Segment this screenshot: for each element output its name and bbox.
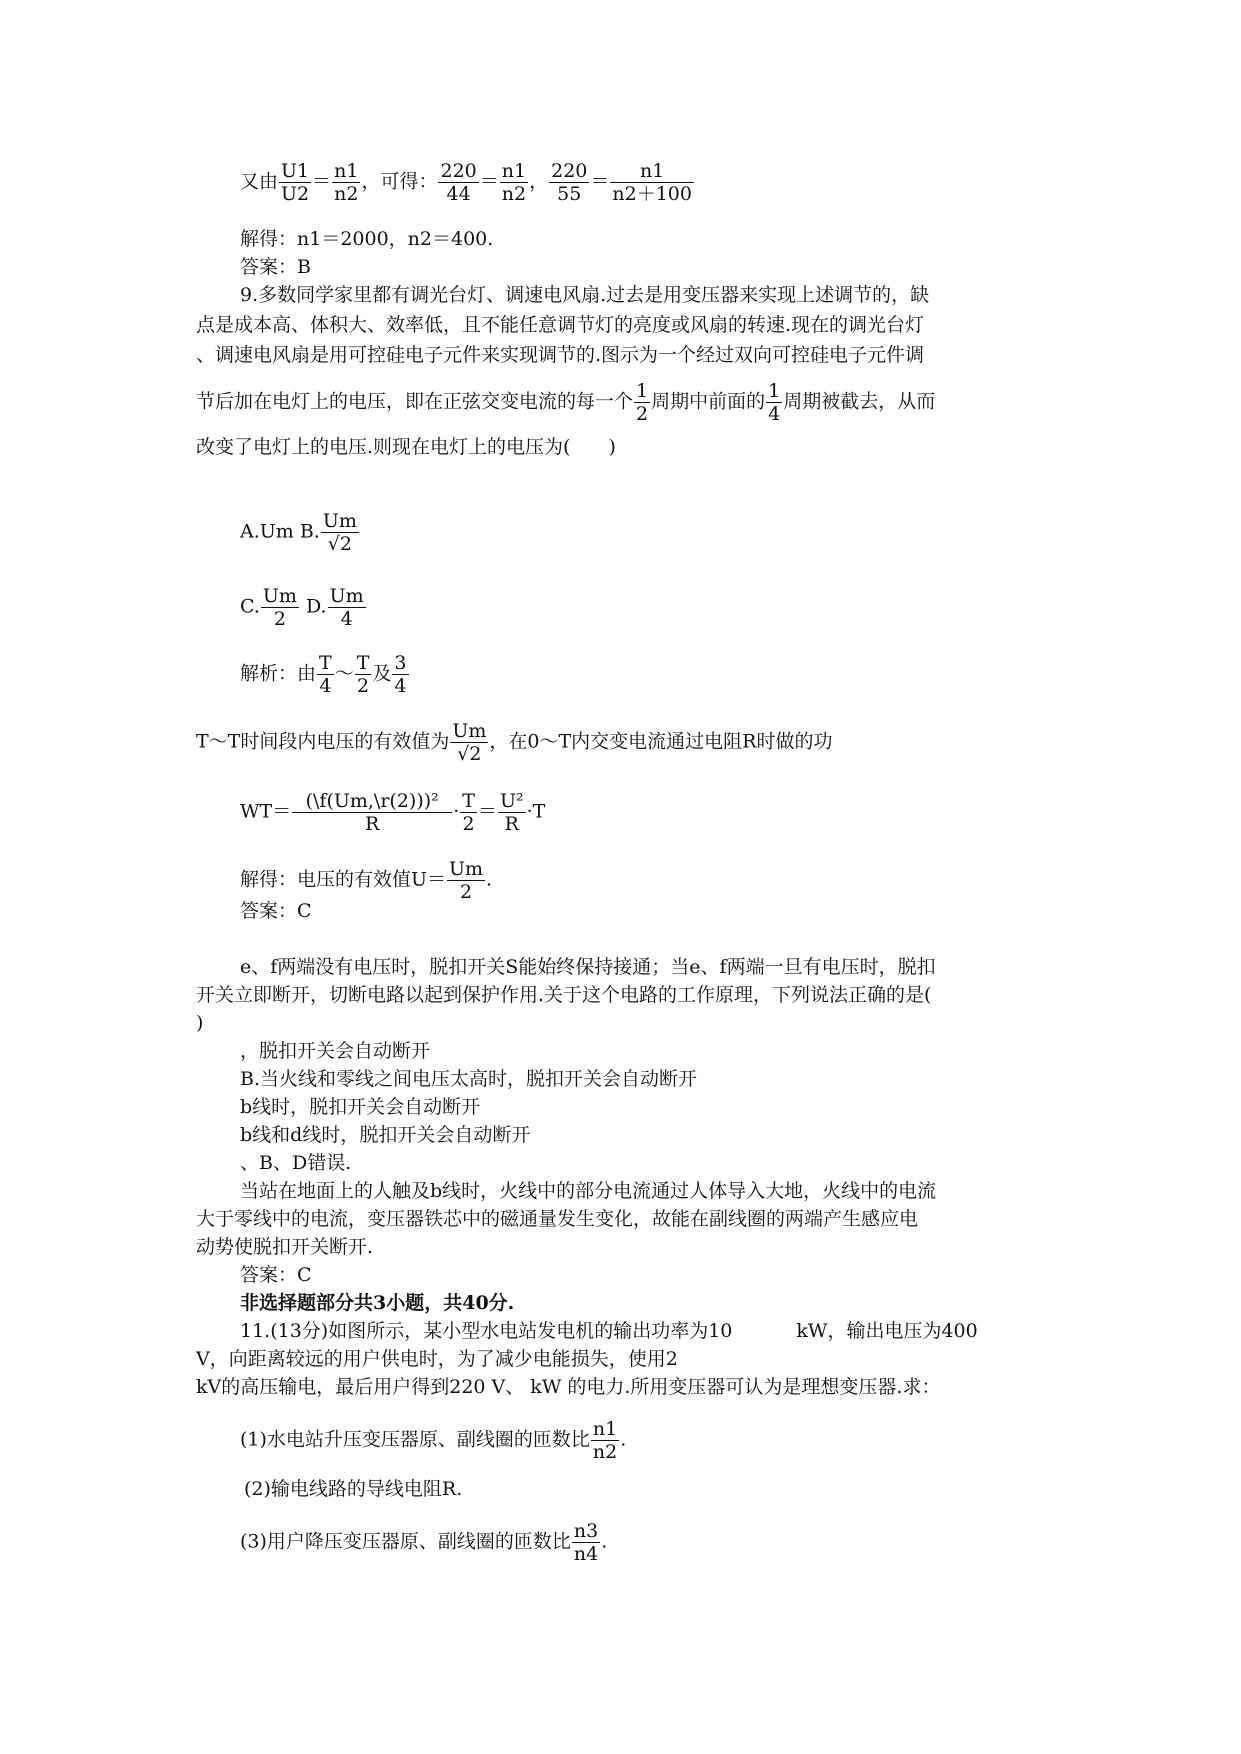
q9-stem-line-4: 节后加在电灯上的电压，即在正弦交变电流的每一个 $\frac{1}{2}$ 周期中前面的 $\frac{1}{4}$ 周期被截去，从而 (196, 380, 936, 425)
q10-analysis-1: 、B、D错误. (240, 1152, 352, 1174)
q9-quarter-fraction: $\frac{1}{4}$ (768, 380, 781, 425)
q8-fraction-n-plus: $\frac{n1}{n2+100}$ (612, 160, 692, 205)
q9-options-cd: C. $\frac{Um}{2}$ D. $\frac{Um}{4}$ (240, 585, 364, 630)
q11-line-3: kV的高压输电，最后用户得到220 V、 kW 的电力.所用变压器可认为是理想变压器.求： (196, 1376, 941, 1398)
q9-solution-fraction: $\frac{Um}{2}$ (449, 858, 484, 903)
q10-line-2: 开关立即断开，切断电路以起到保护作用.关于这个电路的工作原理，下列说法正确的是( (196, 984, 932, 1006)
q9-option-a: A.Um (240, 520, 294, 543)
q8-answer: 答案：B (240, 256, 311, 278)
q8-fraction-n: $\frac{n1}{n2}$ (334, 160, 359, 205)
q9-options-ab: A.Um B. $\frac{Um}{√2}$ (240, 510, 357, 555)
q9-work-main-fraction: $\frac{\text{(\textbackslash{}f(Um,\textbackslash{}r(2)))²}}{R}$ (292, 790, 452, 835)
q11-part-1: (1)水电站升压变压器原、副线圈的匝数比 $\frac{n1}{n2}$ . (240, 1418, 627, 1463)
q10-line-1: e、f两端没有电压时，脱扣开关S能始终保持接通；当e、f两端一旦有电压时，脱扣 (240, 956, 936, 978)
q9-t4-fraction: $\frac{T}{4}$ (319, 652, 332, 697)
q10-answer: 答案：C (240, 1264, 312, 1286)
q8-solution: 解得：n1＝2000，n2＝400. (240, 228, 494, 250)
q9-solution: 解得：电压的有效值U＝ $\frac{Um}{2}$ . (240, 858, 493, 903)
q10-analysis-4: 动势使脱扣开关断开. (196, 1236, 374, 1258)
q10-option-d: b线和d线时，脱扣开关会自动断开 (240, 1124, 531, 1146)
q10-option-b: B.当火线和零线之间电压太高时，脱扣开关会自动断开 (240, 1068, 698, 1090)
q9-option-c-fraction: $\frac{Um}{2}$ (262, 585, 297, 630)
q9-option-d-fraction: $\frac{Um}{4}$ (329, 585, 364, 630)
section-title: 非选择题部分共3小题，共40分. (240, 1292, 515, 1314)
q9-stem-line-1: 9.多数同学家里都有调光台灯、调速电风扇.过去是用变压器来实现上述调节的，缺 (240, 284, 930, 306)
q10-option-a: ，脱扣开关会自动断开 (240, 1040, 431, 1062)
q8-fraction-220-55: $\frac{220}{55}$ (551, 160, 588, 205)
q9-t2-fraction: $\frac{T}{2}$ (356, 652, 370, 697)
q8-ratio-line: 又由 $\frac{U1}{U2}$ ＝ $\frac{n1}{n2}$ ，可得： $\frac{220}{44}$ ＝ $\frac{n1}{n2}$ ， $\frac{220}{55}$ ＝ $\frac{n1}{n2+100}$ (240, 160, 692, 205)
q9-work-u-fraction: $\frac{\text{U²}}{R}$ (499, 790, 524, 835)
q8-fraction-n-2: $\frac{n1}{n2}$ (501, 160, 527, 205)
q9-work-t-fraction: $\frac{T}{2}$ (462, 790, 475, 835)
q11-part-2: (2)输电线路的导线电阻R. (244, 1478, 463, 1500)
q10-line-3: ) (196, 1012, 204, 1034)
q9-stem-line-2: 点是成本高、体积大、效率低，且不能任意调节灯的亮度或风扇的转速.现在的调光台灯 (196, 314, 925, 336)
q9-half-fraction: $\frac{1}{2}$ (636, 380, 649, 425)
q9-answer: 答案：C (240, 900, 312, 922)
q9-analysis-start: 解析：由 $\frac{T}{4}$ ～ $\frac{T}{2}$ 及 $\frac{3}{4}$ (240, 652, 407, 697)
q11-line-2: V，向距离较远的用户供电时，为了减少电能损失，使用2 (196, 1348, 678, 1370)
q10-analysis-2: 当站在地面上的人触及b线时，火线中的部分电流通过人体导入大地，火线中的电流 (240, 1180, 937, 1202)
q9-effective-line: T～T时间段内电压的有效值为 $\frac{Um}{√2}$ ，在0～T内交变电流通过电阻R时做的功 (196, 720, 833, 765)
q9-stem-line-3: 、调速电风扇是用可控硅电子元件来实现调节的.图示为一个经过双向可控硅电子元件调 (196, 344, 925, 366)
q8-fraction-220-44: $\frac{220}{44}$ (440, 160, 477, 205)
q8-intro: 又由 (240, 170, 279, 193)
q9-effective-fraction: $\frac{Um}{√2}$ (452, 720, 487, 765)
q11-part-3-fraction: $\frac{n3}{n4}$ (573, 1520, 599, 1565)
q9-stem-line-5: 改变了电灯上的电压.则现在电灯上的电压为( ) (196, 436, 616, 458)
q9-34-fraction: $\frac{3}{4}$ (394, 652, 407, 697)
q9-option-b-fraction: $\frac{Um}{√2}$ (322, 510, 357, 555)
q8-fraction-u: $\frac{U1}{U2}$ (281, 160, 310, 205)
q11-part-3: (3)用户降压变压器原、副线圈的匝数比 $\frac{n3}{n4}$ . (240, 1520, 608, 1565)
q9-work-formula: WT＝ $\frac{\text{(\textbackslash{}f(Um,\textbackslash{}r(2)))²}}{R}$ · $\frac{T}{2}$ ＝ $\frac{\text{U²}}{R}$ ·T (240, 790, 546, 835)
q11-line-1: 11.(13分)如图所示，某小型水电站发电机的输出功率为10 kW，输出电压为400 (240, 1320, 978, 1342)
q10-analysis-3: 大于零线中的电流，变压器铁芯中的磁通量发生变化，故能在副线圈的两端产生感应电 (196, 1208, 919, 1230)
q11-part-1-fraction: $\frac{n1}{n2}$ (592, 1418, 618, 1463)
q10-option-c: b线时，脱扣开关会自动断开 (240, 1096, 481, 1118)
